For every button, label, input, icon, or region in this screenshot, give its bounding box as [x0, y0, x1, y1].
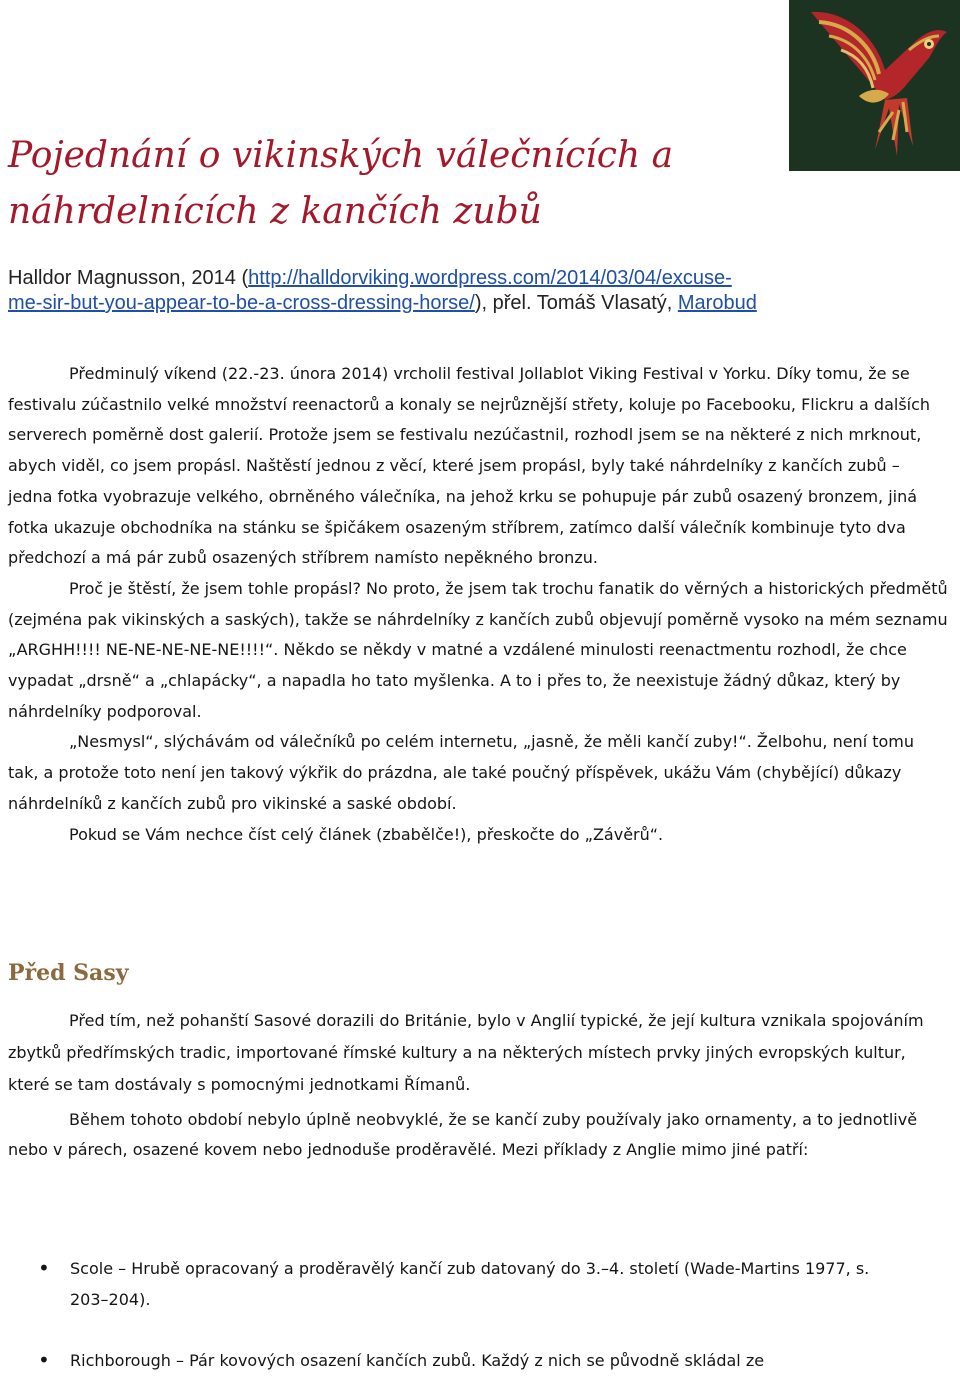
page-title [8, 128, 768, 240]
intro-text [8, 359, 948, 850]
source-link-line-2: me-sir-but-you-appear-to-be-a-cross-dressing-horse/ [8, 292, 475, 314]
bullet-dot-icon: • [38, 1348, 50, 1372]
section-paragraph-2: Během tohoto období nebylo úplně neobvyklé, že se kančí zuby používaly jako ornamenty, a to jednotlivě nebo v párech, osazené kovem nebo jednoduše proděravělé. Mezi příklady z Anglie mimo jiné patří: [8, 1110, 918, 1159]
marobud-link[interactable]: Marobud [677, 292, 757, 314]
section-heading: Před Sasy [8, 960, 129, 986]
byline-prefix: Halldor Magnusson, 2014 ( [8, 267, 249, 289]
list-item [8, 1345, 908, 1376]
section-paragraph-1: Před tím, než pohanští Sasové dorazili do Británie, bylo v Anglií typické, že její kultura vznikala spojováním zbytků předřímských tradic, importované římské kultury a na některých místech prvky jiných evropských kultur, které se tam dostávaly s pomocnými jednotkami Římanů. [8, 1011, 924, 1094]
intro-paragraph-4: Pokud se Vám nechce číst celý článek (zbabělče!), přeskočte do „Závěrů“. [69, 824, 664, 844]
source-link-line-1: http://halldorviking.wordpress.com/2014/03/04/excuse- [248, 267, 732, 289]
list-item-text: Richborough – Pár kovových osazení kančích zubů. Každý z nich se původně skládal ze [70, 1351, 765, 1370]
section-text [8, 1005, 948, 1165]
title-line-1: Pojednání o vikinských válečnících a [8, 135, 674, 176]
byline-translator: ), přel. Tomáš Vlasatý, [474, 292, 678, 314]
intro-paragraph-2: Proč je štěstí, že jsem tohle propásl? No proto, že jsem tak trochu fanatik do věrných a historických předmětů (zejména pak vikinských a saských), takže se náhrdelníky z kančích zubů objevují poměrně vysoko na mém seznamu „ARGHH!!!! NE-NE-NE-NE-NE!!!!“. Někdo se někdy v matné a vzdálené minulosti reenactmentu rozhodl, že chce vypadat „drsně“ a „chlapácky“, a napadla ho tato myšlenka. A to i přes to, že neexistuje žádný důkaz, který by náhrdelníky podporoval. [8, 578, 948, 721]
viking-bird-icon [789, 0, 960, 171]
intro-paragraph-1: Předminulý víkend (22.-23. února 2014) vrcholil festival Jollablot Viking Festival v Yorku. Díky tomu, že se festivalu zúčastnilo velké množství reenactorů a konaly se nejrůznější střety, koluje po Facebooku, Flickru a dalších serverech poměrně dost galerií. Protože jsem se festivalu nezúčastnil, rozhodl jsem se na některé z nich mrknout, abych viděl, co jsem propásl. Naštěstí jednou z věcí, které jsem propásl, byly také náhrdelníky z kančích zubů – jedna fotka vyobrazuje velkého, obrněného válečníka, na jehož krku se pohupuje pár zubů osazený bronzem, jiná fotka ukazuje obchodníka na stánku se špičákem osazeným stříbrem, zatímco další válečník kombinuje tyto dva předchozí a má pár zubů osazených stříbrem namísto nepěkného bronzu. [8, 364, 931, 568]
byline [8, 266, 908, 316]
intro-paragraph-3: „Nesmysl“, slýchávám od válečníků po celém internetu, „jasně, že měli kančí zuby!“. Želbohu, není tomu tak, a protože toto není jen takový výkřik do prázdna, ale také poučný příspěvek, ukážu Vám (chybějící) důkazy náhrdelníků z kančích zubů pro vikinské a saské období. [8, 732, 915, 813]
bullet-dot-icon: • [38, 1256, 50, 1280]
list-item-text: Scole – Hrubě opracovaný a proděravělý kančí zub datovaný do 3.–4. století (Wade-Martins 1977, s. 203–204). [70, 1259, 870, 1309]
list-item [8, 1253, 908, 1315]
title-line-2: náhrdelnících z kančích zubů [8, 191, 542, 232]
